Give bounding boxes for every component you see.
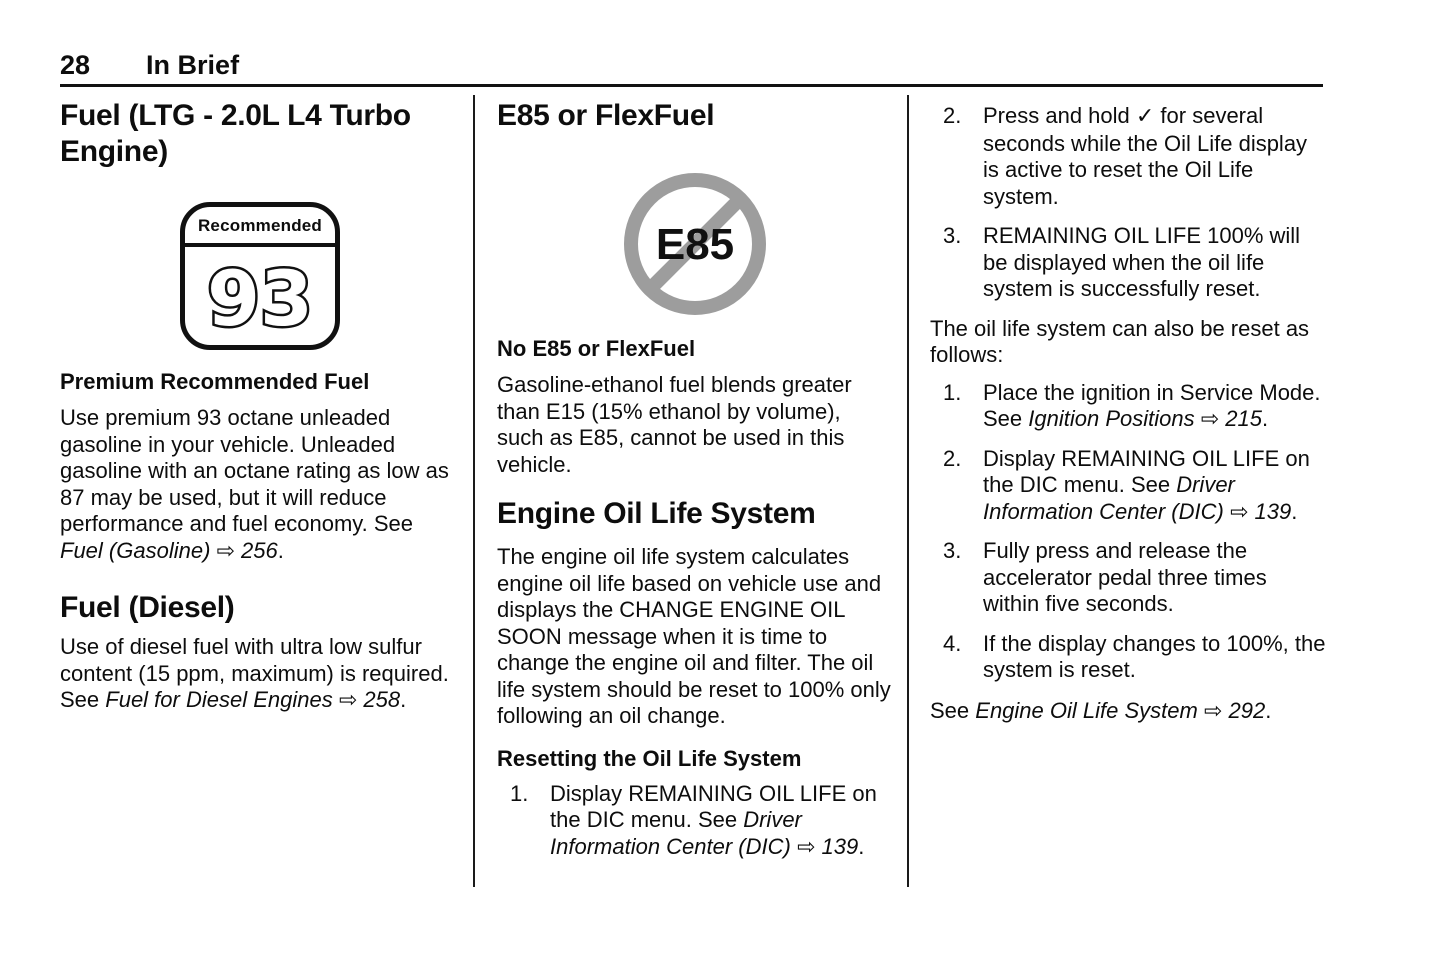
section-title: In Brief bbox=[146, 50, 240, 80]
list-item bbox=[930, 446, 1328, 526]
column-e85-oil bbox=[497, 98, 893, 873]
list-number: 1. bbox=[510, 780, 529, 806]
list-item bbox=[930, 631, 1328, 684]
list-item bbox=[930, 103, 1328, 210]
octane-number bbox=[190, 249, 330, 345]
subhead-resetting-oil-life: Resetting the Oil Life System bbox=[497, 745, 802, 771]
paragraph-premium-fuel: Use premium 93 octane unleaded gasoline in your vehicle. Unleaded gasoline with an octane rating as low as 87 may be used, but it will reduce performance and fuel economy. See Fuel (Gasoline) ⇨ 256. bbox=[60, 405, 449, 563]
crossref-fuel-diesel: Fuel for Diesel Engines ⇨ 258 bbox=[105, 687, 401, 712]
alternate-reset-list bbox=[930, 380, 1328, 684]
crossref-dic: Driver Information Center (DIC) ⇨ 139 bbox=[983, 472, 1292, 524]
crossref-engine-oil-life: Engine Oil Life System ⇨ 292 bbox=[975, 697, 1266, 723]
checkmark-icon: ✓ bbox=[1135, 104, 1155, 129]
list-number: 2. bbox=[943, 103, 962, 128]
svg-text:E85: E85 bbox=[655, 220, 735, 269]
heading-fuel-ltg: Fuel (LTG - 2.0L L4 Turbo Engine) bbox=[60, 99, 411, 168]
crossref-fuel-gasoline: Fuel (Gasoline) ⇨ 256 bbox=[60, 537, 278, 563]
paragraph-oil-life: The engine oil life system calculates engine oil life based on vehicle use and displays the CHANGE ENGINE OIL SOON message when it is time to change the engine oil and filter. The oil life system should be reset to 100% only following an oil change. bbox=[497, 544, 891, 728]
subhead-premium-fuel: Premium Recommended Fuel bbox=[60, 369, 370, 394]
list-number: 3. bbox=[943, 538, 962, 563]
list-number: 1. bbox=[943, 379, 962, 405]
page-header bbox=[60, 50, 1325, 81]
column-divider-left bbox=[473, 95, 475, 887]
list-text: REMAINING OIL LIFE 100% will be displayed when the oil life system is successfully reset. bbox=[983, 223, 1301, 301]
reset-steps-continued bbox=[930, 103, 1328, 303]
list-text: Press and hold ✓ for several seconds while the Oil Life display is active to reset the Oil Life system. bbox=[983, 103, 1308, 209]
list-number: 2. bbox=[943, 445, 962, 471]
reset-steps-list bbox=[497, 781, 893, 861]
paragraph-also-reset: The oil life system can also be reset as follows: bbox=[930, 315, 1310, 367]
crossref-dic: Driver Information Center (DIC) ⇨ 139 bbox=[550, 807, 859, 859]
header-rule bbox=[60, 84, 1323, 87]
list-item bbox=[930, 223, 1328, 303]
octane-badge-icon bbox=[180, 202, 340, 350]
see-engine-oil-life-ref: See Engine Oil Life System ⇨ 292. bbox=[930, 697, 1272, 723]
list-text: Display REMAINING OIL LIFE on the DIC menu. See Driver Information Center (DIC) ⇨ 139. bbox=[983, 445, 1310, 524]
svg-text:93: 93 bbox=[207, 254, 313, 343]
subhead-no-e85: No E85 or FlexFuel bbox=[497, 336, 696, 361]
page-number: 28 bbox=[60, 50, 91, 80]
heading-fuel-diesel: Fuel (Diesel) bbox=[60, 591, 235, 624]
list-item bbox=[930, 380, 1328, 433]
list-text: Fully press and release the accelerator pedal three times within five seconds. bbox=[983, 538, 1267, 616]
paragraph-diesel: Use of diesel fuel with ultra low sulfur content (15 ppm, maximum) is required. See Fuel for Diesel Engines ⇨ 258. bbox=[60, 634, 449, 712]
paragraph-e85: Gasoline-ethanol fuel blends greater than E15 (15% ethanol by volume), such as E85, cannot be used in this vehicle. bbox=[497, 372, 852, 477]
list-number: 3. bbox=[943, 223, 962, 248]
no-e85-icon bbox=[621, 170, 769, 318]
heading-e85: E85 or FlexFuel bbox=[497, 99, 715, 132]
list-text: Place the ignition in Service Mode. See Ignition Positions ⇨ 215. bbox=[983, 379, 1321, 431]
crossref-ignition-positions: Ignition Positions ⇨ 215 bbox=[1028, 406, 1262, 431]
list-item bbox=[930, 538, 1328, 618]
list-item bbox=[497, 781, 893, 861]
octane-badge-label: Recommended bbox=[185, 207, 335, 247]
column-fuel bbox=[60, 98, 460, 725]
column-oil-reset bbox=[930, 98, 1328, 735]
list-number: 4. bbox=[943, 630, 962, 656]
list-text: If the display changes to 100%, the system is reset. bbox=[983, 630, 1326, 682]
column-divider-right bbox=[907, 95, 909, 887]
list-text: Display REMAINING OIL LIFE on the DIC menu. See Driver Information Center (DIC) ⇨ 139. bbox=[550, 780, 877, 859]
heading-engine-oil-life: Engine Oil Life System bbox=[497, 497, 816, 530]
